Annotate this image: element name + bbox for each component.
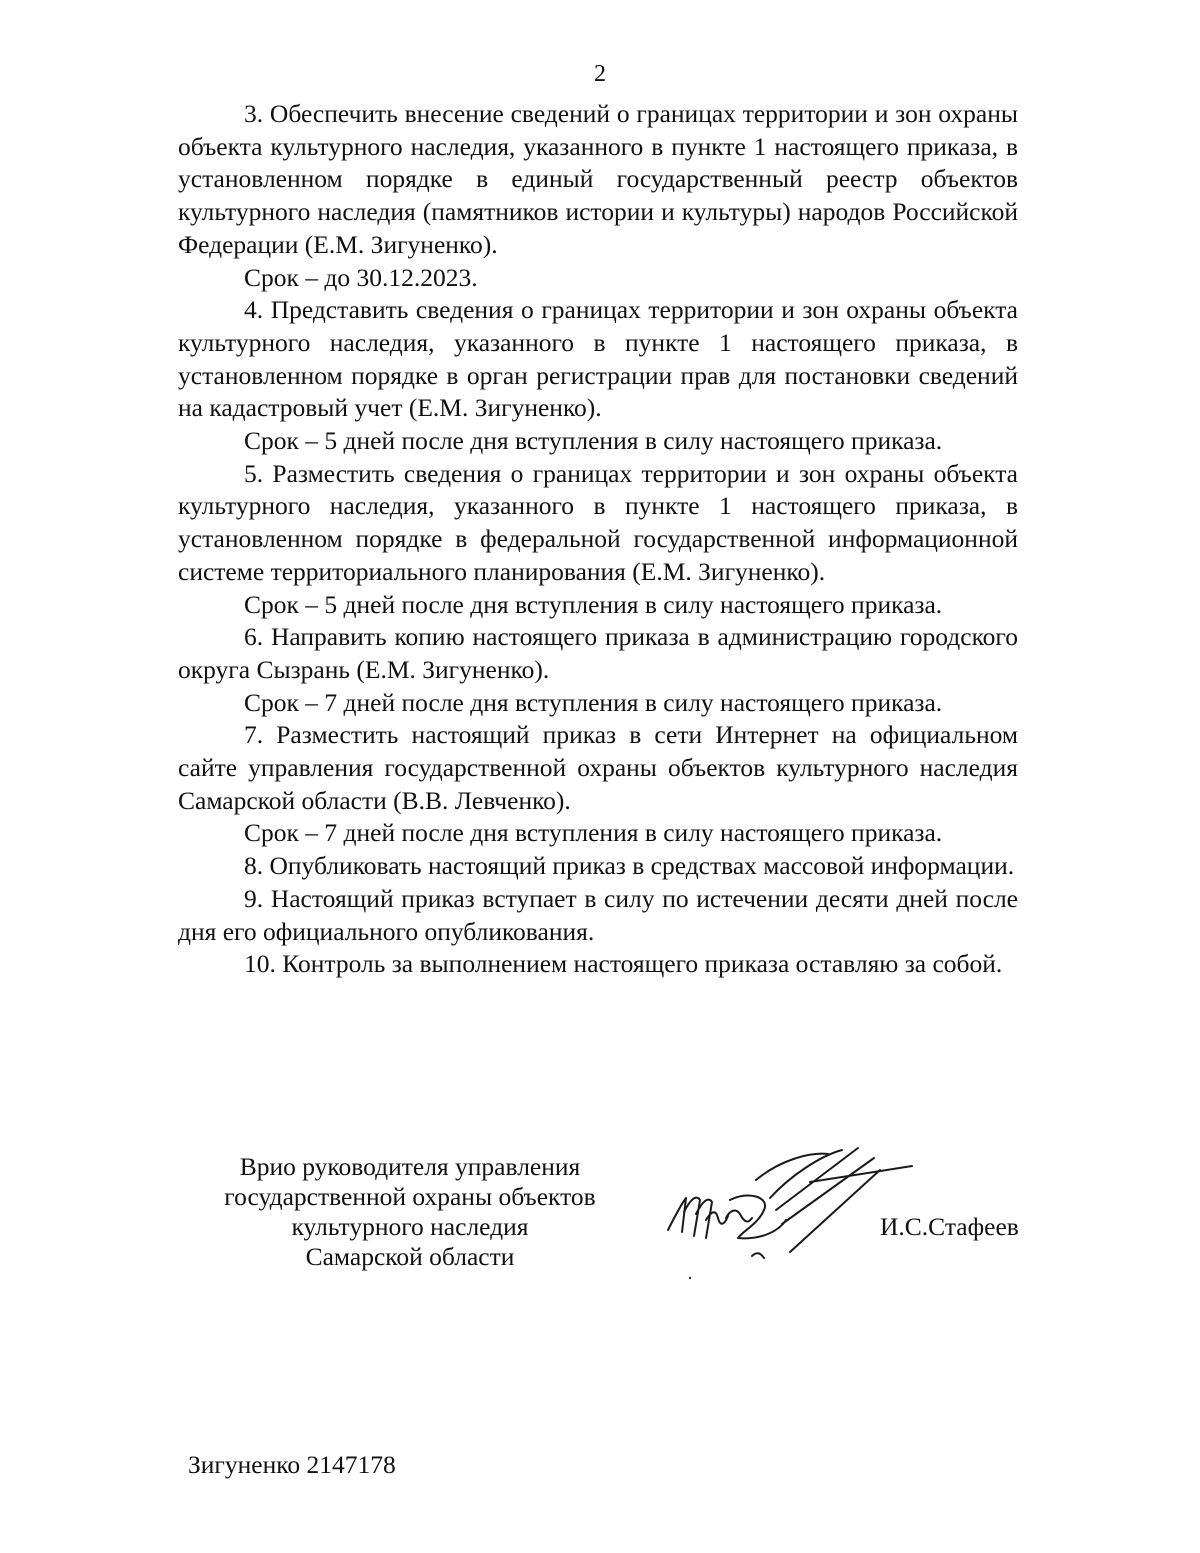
deadline-item-5: Срок – 5 дней после дня вступления в силу настоящего приказа. (244, 589, 943, 619)
order-item-8: 8. Опубликовать настоящий приказ в средствах массовой информации. (244, 851, 1015, 881)
signatory-position-line: государственной охраны объектов (224, 1182, 596, 1211)
order-item-4: 4. Представить сведения о границах территории и зон охраны объекта культурного наследия, указанного в пункте 1 настоящего приказа, в установленном порядке в орган регистрации прав для постановки сведений на кадастровый учет (Е.М. Зигуненко). (178, 295, 1018, 423)
order-item-3: 3. Обеспечить внесение сведений о границах территории и зон охраны объекта культурного наследия, указанного в пункте 1 настоящего приказа, в установленном порядке в единый государственный реестр объектов культурного наследия (памятников истории и культуры) народов Российской Федерации (Е.М. Зигуненко). (178, 99, 1018, 259)
deadline-item-7: Срок – 7 дней после дня вступления в силу настоящего приказа. (244, 818, 943, 848)
order-item-10: 10. Контроль за выполнением настоящего приказа оставляю за собой. (244, 949, 1003, 979)
order-item-5: 5. Разместить сведения о границах территории и зон охраны объекта культурного наследия, указанного в пункте 1 настоящего приказа, в установленном порядке в федеральной государственной информационной системе территориального планирования (Е.М. Зигуненко). (178, 458, 1018, 586)
signatory-position-line: культурного наследия (291, 1212, 529, 1241)
deadline-item-4: Срок – 5 дней после дня вступления в силу настоящего приказа. (244, 426, 943, 456)
order-item-7: 7. Разместить настоящий приказ в сети Интернет на официальном сайте управления государственной охраны объектов культурного наследия Самарской области (В.В. Левченко). (178, 720, 1018, 815)
signatory-position (200, 1152, 620, 1272)
order-item-9: 9. Настоящий приказ вступает в силу по истечении десяти дней после дня его официального опубликования. (178, 883, 1018, 946)
deadline-item-3: Срок – до 30.12.2023. (244, 262, 478, 292)
executor-note: Зигуненко 2147178 (188, 1450, 396, 1479)
signatory-position-line: Врио руководителя управления (239, 1152, 581, 1181)
order-item-6: 6. Направить копию настоящего приказа в администрацию городского округа Сызрань (Е.М. Зигуненко). (178, 622, 1018, 684)
signatory-position-line: Самарской области (305, 1242, 515, 1271)
order-body (178, 98, 1018, 981)
signatory-name: И.С.Стафеев (880, 1212, 1019, 1241)
page-number: 2 (594, 61, 606, 87)
deadline-item-6: Срок – 7 дней после дня вступления в силу настоящего приказа. (244, 687, 943, 717)
